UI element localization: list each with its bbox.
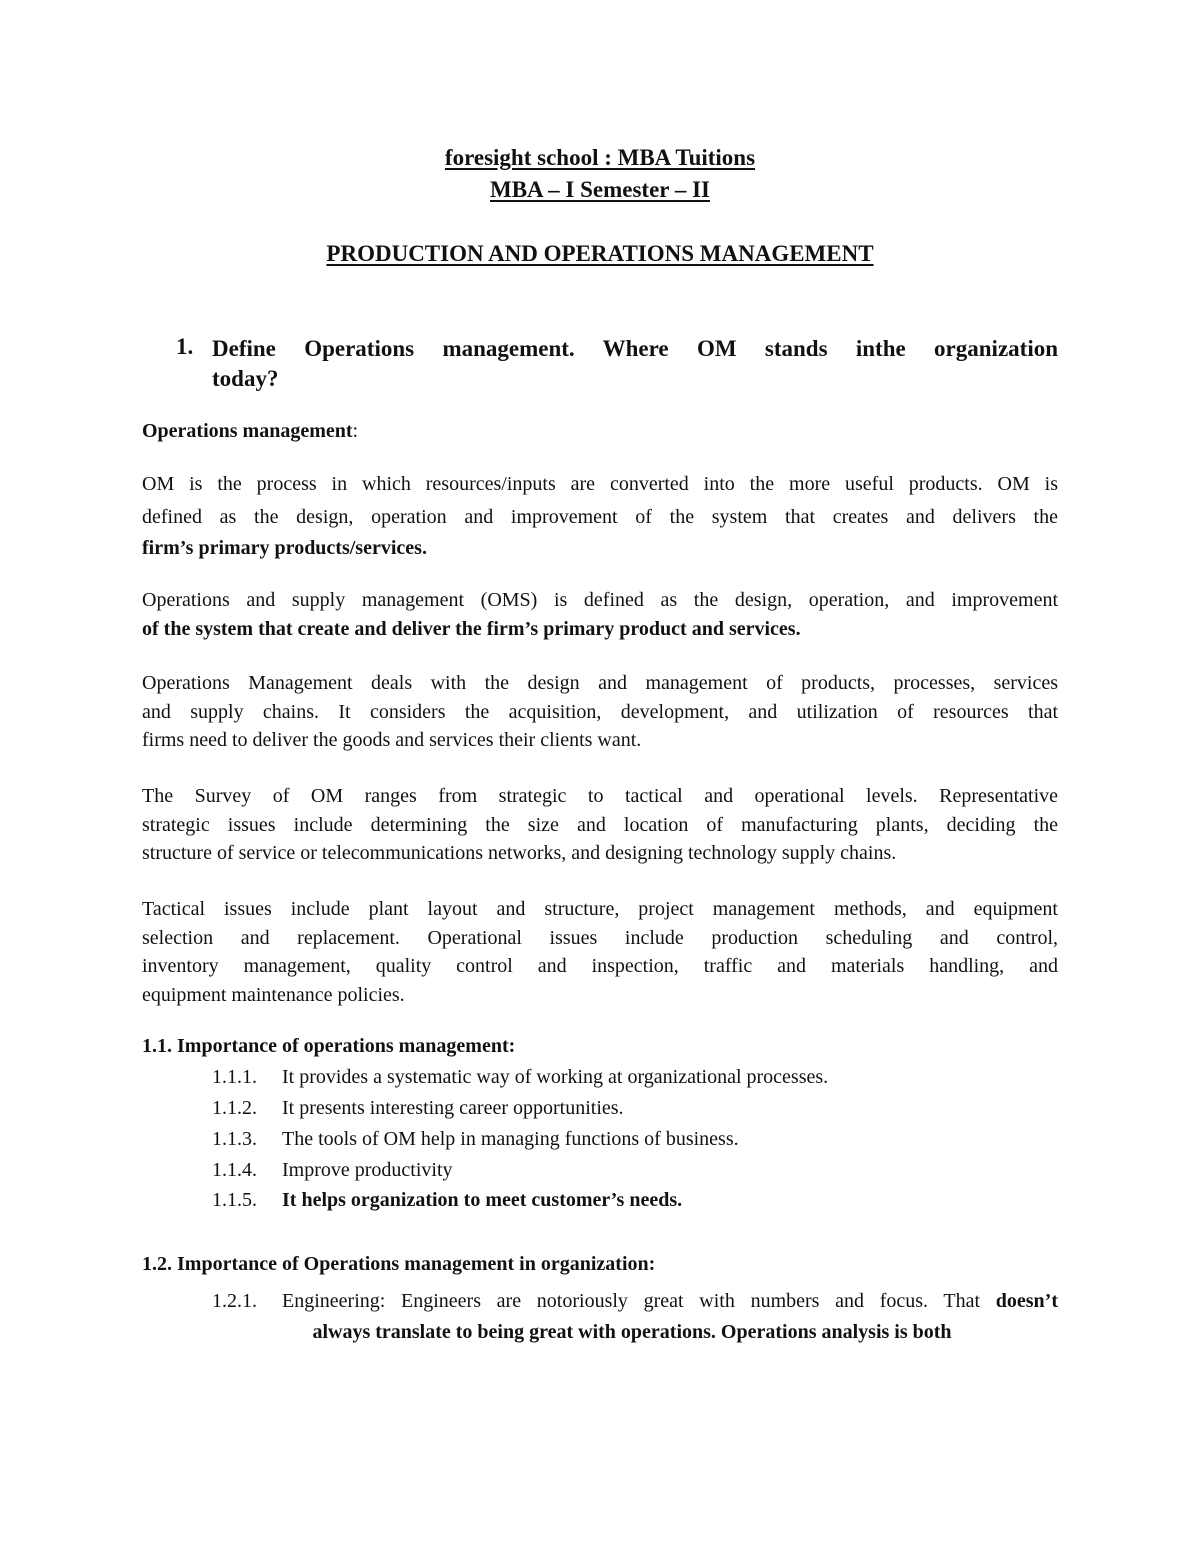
p3-line-2: and supply chains. It considers the acquisition, development, and utilization of resources that [142, 700, 1058, 723]
p4-line-2: strategic issues include determining the size and location of manufacturing plants, deciding the [142, 813, 1058, 836]
list-item-text: It presents interesting career opportunities. [282, 1097, 624, 1119]
question-number: 1. [176, 334, 194, 359]
document-title: PRODUCTION AND OPERATIONS MANAGEMENT [326, 241, 874, 266]
question-line-2: today? [212, 366, 279, 391]
list-item [212, 1097, 624, 1120]
list-item-text: It helps organization to meet customer’s needs. [282, 1189, 683, 1211]
list-item [212, 1128, 739, 1151]
om-label [142, 417, 1058, 446]
semester-title: MBA – I Semester – II [490, 177, 710, 202]
list-item [212, 1290, 1058, 1313]
list-item-continuation: always translate to being great with operations. Operations analysis is both [312, 1321, 952, 1343]
question-line-1: Define Operations management. Where OM stands inthe organization [212, 336, 1058, 361]
p1-line-3: firm’s primary products/services. [142, 537, 427, 559]
p5-line-2: selection and replacement. Operational issues include production scheduling and control, [142, 926, 1058, 949]
om-label-colon: : [352, 420, 359, 442]
p3-line-1: Operations Management deals with the design and management of products, processes, services [142, 672, 1058, 694]
list-item-number: 1.1.1. [212, 1066, 257, 1088]
list-item-text-bold: doesn’t [995, 1290, 1058, 1312]
list-item-text: Improve productivity [282, 1159, 453, 1181]
p5-line-4: equipment maintenance policies. [142, 983, 405, 1006]
p4-line-1: The Survey of OM ranges from strategic to tactical and operational levels. Representative [142, 785, 1058, 807]
paragraph-4 [142, 782, 1058, 868]
list-item-number: 1.1.3. [212, 1128, 257, 1150]
paragraph-3 [142, 669, 1058, 755]
p2-line-2: of the system that create and deliver the firm’s primary product and services. [142, 617, 801, 640]
p3-line-3: firms need to deliver the goods and services their clients want. [142, 729, 642, 752]
section-1-1-heading: 1.1. Importance of operations management: [142, 1035, 516, 1057]
paragraph-5 [142, 895, 1058, 1009]
section-1-2-heading: 1.2. Importance of Operations management in organization: [142, 1253, 656, 1275]
paragraph-2 [142, 586, 1058, 643]
list-item-number: 1.1.4. [212, 1159, 257, 1181]
list-item-text: The tools of OM help in managing functions of business. [282, 1128, 739, 1150]
list-item-number: 1.1.5. [212, 1189, 257, 1211]
om-label-text: Operations management [142, 420, 353, 442]
list-item-number: 1.1.2. [212, 1097, 257, 1119]
list-item [212, 1066, 828, 1089]
p1-line-2: defined as the design, operation and improvement of the system that creates and delivers the [142, 506, 1058, 528]
question-text [212, 334, 1058, 394]
list-item-text [282, 1290, 1058, 1313]
list-item-number: 1.2.1. [212, 1290, 257, 1312]
list-item-text-regular: Engineering: Engineers are notoriously great with numbers and focus. That [282, 1290, 996, 1312]
p4-line-3: structure of service or telecommunications networks, and designing technology supply chains. [142, 842, 897, 865]
list-item-text: It provides a systematic way of working at organizational processes. [282, 1066, 829, 1088]
list-item [212, 1159, 453, 1182]
p5-line-3: inventory management, quality control and inspection, traffic and materials handling, and [142, 955, 1058, 978]
p2-line-1: Operations and supply management (OMS) is defined as the design, operation, and improvement [142, 589, 1058, 611]
p5-line-1: Tactical issues include plant layout and structure, project management methods, and equipment [142, 898, 1058, 920]
paragraph-1 [142, 468, 1058, 562]
list-item [212, 1189, 682, 1212]
school-title: foresight school : MBA Tuitions [444, 145, 756, 170]
p1-line-1: OM is the process in which resources/inputs are converted into the more useful products. OM is [142, 473, 1058, 495]
